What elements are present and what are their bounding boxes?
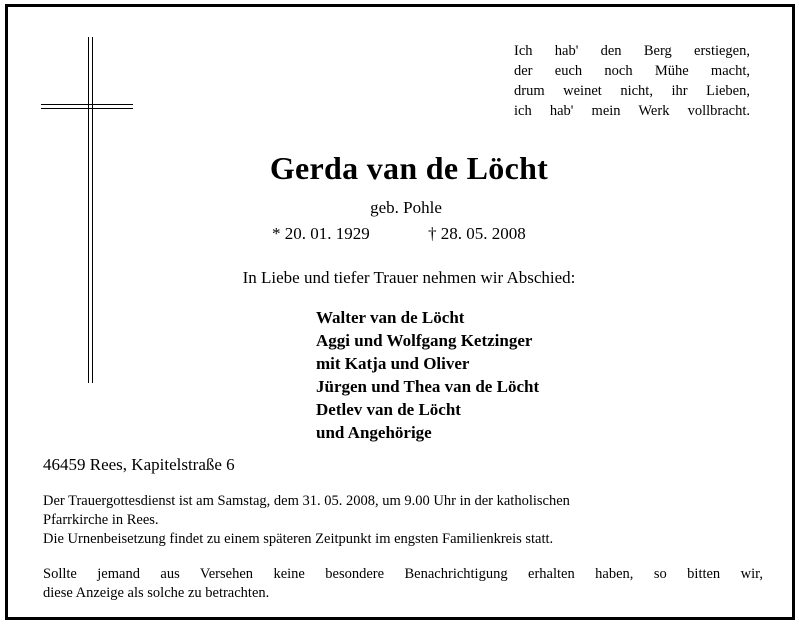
service-line: Pfarrkirche in Rees. [43,512,159,528]
mourner: und Angehörige [316,423,432,442]
deceased-name: Gerda van de Löcht [269,150,549,186]
obituary-frame [5,4,795,620]
poem-line: Ich hab' den Berg erstiegen, [514,43,750,59]
service-line: Der Trauergottesdienst ist am Samstag, dem 31. 05. 2008, um 9.00 Uhr in der katholischen [43,493,570,509]
service-line: Die Urnenbeisetzung findet zu einem späteren Zeitpunkt im engsten Familienkreis statt. [43,531,554,547]
poem-line: der euch noch Mühe macht, [514,63,750,79]
cross-icon-crossbar [41,104,133,109]
poem-line: drum weinet nicht, ihr Lieben, [514,83,750,99]
mourner: Jürgen und Thea van de Löcht [316,377,540,396]
notification-notice [43,565,763,603]
service-info [43,492,763,549]
farewell-intro: In Liebe und tiefer Trauer nehmen wir Abschied: [242,268,576,287]
address: 46459 Rees, Kapitelstraße 6 [43,455,235,474]
born-name: geb. Pohle [370,198,442,217]
notice-line: diese Anzeige als solche zu betrachten. [43,585,270,601]
poem-line: ich hab' mein Werk vollbracht. [514,103,750,119]
mourners-list [316,306,539,444]
mourner: Aggi und Wolfgang Ketzinger [316,331,533,350]
notice-line: Sollte jemand aus Versehen keine besondere Benachrichtigung erhalten haben, so bitten wir, [43,566,763,582]
mourner: mit Katja und Oliver [316,354,470,373]
mourner: Walter van de Löcht [316,308,465,327]
obituary-content [8,7,792,617]
death-date: † 28. 05. 2008 [428,224,526,243]
mourner: Detlev van de Löcht [316,400,461,419]
poem [514,41,750,121]
birth-date: * 20. 01. 1929 [272,224,370,243]
